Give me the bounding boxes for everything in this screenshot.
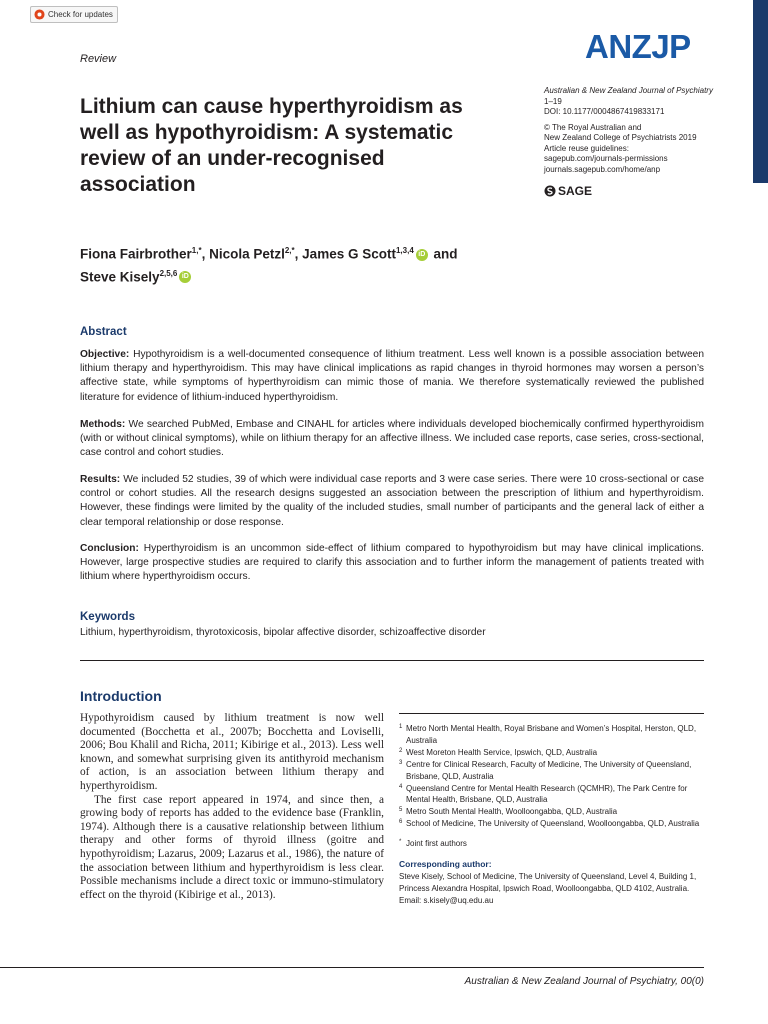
journal-logo: ANZJP bbox=[585, 28, 691, 65]
author-conjunction: and bbox=[433, 246, 458, 262]
keywords-heading: Keywords bbox=[80, 611, 135, 623]
abstract-results-label: Results: bbox=[80, 474, 121, 485]
meta-journal: Australian & New Zealand Journal of Psychiatry bbox=[544, 86, 713, 95]
joint-authors-note bbox=[399, 838, 704, 850]
joint-text: Joint first authors bbox=[406, 839, 467, 849]
abstract-objective-text: Hypothyroidism is a well-documented consequence of lithium treatment. Less well known is a possible association between lithium therapy and hyperthyroidism. This may have clinical implications as rapid changes in thyroid hormones may worsen a person’s affective state, while symptoms of hyperthyroidism can mimic those of mania. We therefore systematically reviewed the published literature for evidence of lithium-induced hyperthyroidism. bbox=[80, 349, 704, 403]
abstract-methods-label: Methods: bbox=[80, 419, 126, 430]
abstract-conclusion bbox=[80, 542, 704, 585]
affiliation-item bbox=[399, 759, 704, 783]
joint-marker: * bbox=[399, 839, 402, 846]
meta-reuse-1: Article reuse guidelines: bbox=[544, 143, 629, 153]
affiliation-item bbox=[399, 747, 704, 759]
author-name[interactable]: Nicola Petzl bbox=[209, 246, 285, 262]
section-label: Review bbox=[80, 53, 117, 65]
abstract-objective bbox=[80, 348, 704, 405]
abstract-conclusion-text: Hyperthyroidism is an uncommon side-effect of lithium compared to hypothyroidism but may have clinical implications. However, large prospective studies are required to clarify this association and to further inform the management of patients treated with lithium where hyperthyroidism occurs. bbox=[80, 543, 704, 583]
publisher-name: SAGE bbox=[558, 184, 593, 198]
meta-reuse-2[interactable]: sagepub.com/journals-permissions bbox=[544, 154, 668, 163]
author-affiliation-marker: 2,* bbox=[284, 246, 295, 255]
meta-doi[interactable]: DOI: 10.1177/0004867419833171 bbox=[544, 107, 665, 116]
corresponding-author-address: Steve Kisely, School of Medicine, The University of Queensland, Level 4, Building 1, Princess Alexandra Hospital, Ipswich Road, Woolloongabba, QLD 4102, Australia. bbox=[399, 871, 697, 893]
abstract-heading: Abstract bbox=[80, 326, 127, 338]
affiliation-text: School of Medicine, The University of Queensland, Woolloongabba, QLD, Australia bbox=[406, 819, 700, 829]
meta-copyright-2: New Zealand College of Psychiatrists 2019 bbox=[544, 133, 697, 142]
introduction-heading: Introduction bbox=[80, 688, 162, 704]
author-name[interactable]: Fiona Fairbrother bbox=[80, 246, 192, 262]
author-affiliation-marker: 2,5,6 bbox=[159, 268, 178, 278]
check-for-updates-label: Check for updates bbox=[48, 10, 113, 19]
corresponding-author-email[interactable]: Email: s.kisely@uq.edu.au bbox=[399, 895, 494, 905]
affiliation-number: 3 bbox=[399, 759, 403, 766]
affiliation-number: 5 bbox=[399, 807, 403, 814]
affiliation-text: West Moreton Health Service, Ipswich, QLD, Australia bbox=[406, 747, 598, 757]
body-paragraph: Hypothyroidism caused by lithium treatment is now well documented (Bocchetta et al., 2007b; Bocchetta and Loviselli, 2006; Bou Khalil and Richa, 2011; Kibirige et al., 2013). Less well known, and somewhat surprising given its antithyroid mechanism of action, is an association between lithium therapy and hyperthyroidism. bbox=[80, 712, 384, 792]
affiliation-number: 4 bbox=[399, 783, 403, 790]
affiliations-block bbox=[399, 723, 704, 907]
author-name[interactable]: Steve Kisely bbox=[80, 269, 160, 284]
abstract-conclusion-label: Conclusion: bbox=[80, 543, 139, 554]
affiliation-text: Metro North Mental Health, Royal Brisbane and Women’s Hospital, Herston, QLD, Australia bbox=[406, 724, 697, 745]
meta-url[interactable]: journals.sagepub.com/home/anp bbox=[544, 164, 661, 174]
article-title: Lithium can cause hyperthyroidism as well as hypothyroidism: A systematic review of an under-recognised association bbox=[80, 95, 463, 196]
affiliation-item bbox=[399, 806, 704, 818]
abstract-methods bbox=[80, 418, 704, 461]
introduction-body bbox=[80, 712, 384, 902]
abstract-objective-label: Objective: bbox=[80, 349, 130, 360]
affiliation-item bbox=[399, 783, 704, 807]
abstract-divider bbox=[80, 660, 704, 661]
journal-color-bar bbox=[753, 0, 768, 183]
publisher-logo bbox=[544, 184, 592, 198]
author-list: Fiona Fairbrother$^{1,*}$, Nicola Petzl$^{2,*}$, James G Scott$^{1,3,4}$ iD and Steve Kisely$^{2,5,6}$ iD bbox=[80, 246, 458, 284]
check-for-updates-icon bbox=[34, 9, 45, 20]
affiliation-divider bbox=[399, 713, 704, 714]
article-meta bbox=[544, 86, 754, 175]
affiliation-text: Queensland Centre for Mental Health Research (QCMHR), The Park Centre for Mental Health, Brisbane, QLD, Australia bbox=[406, 783, 688, 805]
affiliation-item bbox=[399, 818, 704, 830]
affiliation-number: 1 bbox=[399, 724, 403, 730]
orcid-icon[interactable]: iD bbox=[179, 271, 191, 283]
author-name[interactable]: James G Scott bbox=[302, 246, 396, 262]
abstract-results-text: We included 52 studies, 39 of which were individual case reports and 3 were case series. There were 10 cross-sectional or case control or cohort studies. All the research designs suggested an association between the prescription of lithium and hyperthyroidism. However, these findings were limited by the quality of the included studies, small number of participants and the general lack of either a clear temporal relationship or dose response. bbox=[80, 474, 704, 528]
affiliation-text: Centre for Clinical Research, Faculty of Medicine, The University of Queensland, Brisbane, QLD, Australia bbox=[406, 759, 692, 781]
footer-divider bbox=[0, 967, 704, 968]
author-affiliation-marker: 1,3,4 bbox=[395, 246, 414, 255]
meta-pages: 1–19 bbox=[544, 96, 562, 106]
abstract-methods-text: We searched PubMed, Embase and CINAHL for articles where individuals developed biochemically confirmed hyperthyroidism (with or without clinical symptoms), while on lithium therapy for an affective illness. We included case reports, case series, cross-sectional, case control and cohort studies. bbox=[80, 419, 704, 459]
affiliation-number: 6 bbox=[399, 819, 403, 826]
affiliation-number: 2 bbox=[399, 747, 403, 754]
author-affiliation-marker: 1,* bbox=[191, 246, 202, 255]
meta-copyright-1: © The Royal Australian and bbox=[544, 122, 642, 132]
abstract-results bbox=[80, 473, 704, 530]
body-paragraph: The first case report appeared in 1974, and since then, a growing body of reports has added to the evidence base (Franklin, 1974). Although there is a causative relationship between lithium therapy and other forms of thyroid illness (goitre and hypothyroidism; Lazarus, 2009; Lazarus et al., 1986), the nature of the association between lithium and hyperthyroidism is less clear. Possible mechanisms include a direct toxic or immuno-stimulatory effect on the thyroid (Kibirige et al., 2013). bbox=[80, 793, 384, 901]
orcid-icon[interactable]: iD bbox=[416, 249, 428, 261]
footer-journal-citation: Australian & New Zealand Journal of Psychiatry, 00(0) bbox=[464, 976, 704, 987]
keywords-text: Lithium, hyperthyroidism, thyrotoxicosis, bipolar affective disorder, schizoaffective disorder bbox=[80, 627, 486, 638]
corresponding-author-heading: Corresponding author: bbox=[399, 859, 492, 870]
affiliation-text: Metro South Mental Health, Woolloongabba, QLD, Australia bbox=[406, 807, 618, 817]
sage-logo-icon bbox=[544, 185, 556, 197]
affiliation-item bbox=[399, 723, 704, 747]
check-for-updates-button[interactable] bbox=[30, 6, 118, 23]
